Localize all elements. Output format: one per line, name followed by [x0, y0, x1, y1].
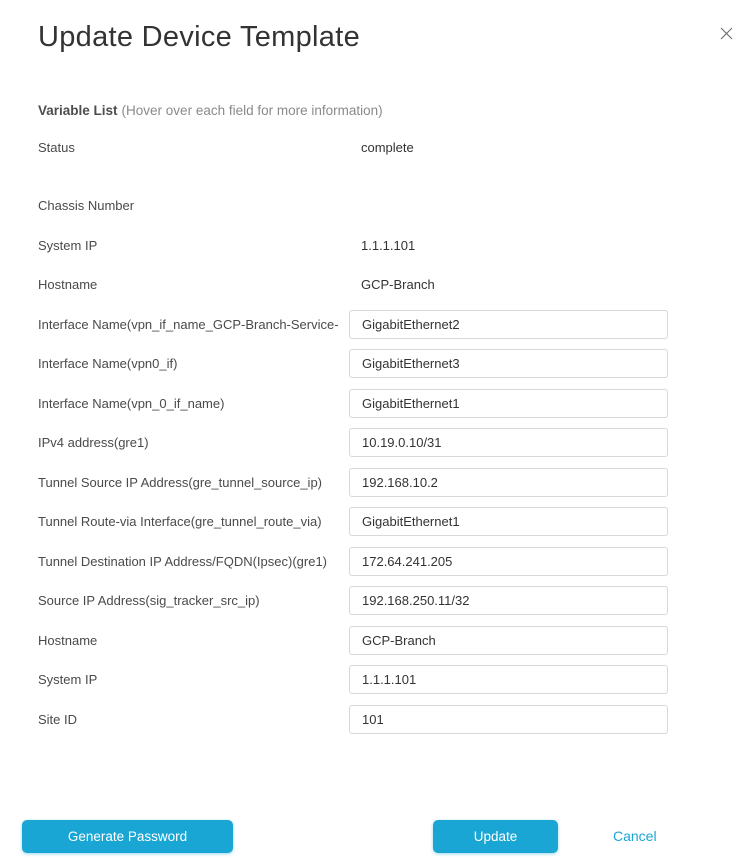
variable-row	[38, 586, 714, 615]
close-icon	[719, 26, 734, 44]
field-label: Hostname	[38, 632, 98, 648]
variable-row	[38, 270, 714, 299]
variable-row	[38, 507, 714, 536]
variable-row	[38, 310, 714, 339]
variable-row	[38, 468, 714, 497]
field-label: Status	[38, 140, 75, 155]
field-label: Interface Name(vpn_0_if_name)	[38, 395, 225, 411]
variable-row	[38, 191, 714, 220]
variable-row	[38, 389, 714, 418]
page-title: Update Device Template	[38, 21, 361, 53]
field-label: System IP	[38, 672, 98, 687]
field-label: IPv4 address(gre1)	[38, 435, 149, 450]
field-input[interactable]	[349, 665, 668, 694]
field-value-cell	[349, 468, 668, 497]
field-label: Chassis Number	[38, 198, 135, 213]
field-label: Hostname	[38, 277, 98, 292]
field-value-cell	[349, 349, 668, 378]
variable-row	[38, 133, 714, 162]
update-button[interactable]: Update	[433, 820, 558, 853]
field-label: Tunnel Route-via Interface(gre_tunnel_route_via)	[38, 514, 322, 529]
field-label: Interface Name(vpn_if_name_GCP-Branch-Service-	[38, 316, 339, 332]
field-value-cell	[349, 665, 668, 694]
modal-footer	[0, 820, 752, 854]
variable-row	[38, 705, 714, 734]
field-value-cell	[349, 277, 668, 292]
field-value-cell	[349, 310, 668, 339]
field-input[interactable]	[349, 705, 668, 734]
cancel-link[interactable]: Cancel	[613, 828, 657, 844]
variable-rows	[38, 133, 714, 734]
field-label: Source IP Address(sig_tracker_src_ip)	[38, 593, 260, 608]
field-input[interactable]	[349, 428, 668, 457]
field-input[interactable]	[349, 468, 668, 497]
variable-row	[38, 665, 714, 694]
field-input[interactable]	[349, 507, 668, 536]
field-value: 1.1.1.101	[361, 237, 416, 253]
field-value-cell	[349, 238, 668, 253]
field-input[interactable]	[349, 586, 668, 615]
field-input[interactable]	[349, 349, 668, 378]
field-input[interactable]	[349, 626, 668, 655]
variable-row	[38, 231, 714, 260]
field-value-cell	[349, 389, 668, 418]
field-value-cell	[349, 507, 668, 536]
variable-row	[38, 349, 714, 378]
variable-row	[38, 547, 714, 576]
variable-list-header	[38, 103, 714, 119]
field-input[interactable]	[349, 310, 668, 339]
variable-list-subtitle: (Hover over each field for more information)	[121, 103, 383, 118]
variable-row	[38, 626, 714, 655]
close-button[interactable]	[716, 25, 736, 45]
field-label: Site ID	[38, 711, 78, 727]
field-label: Tunnel Source IP Address(gre_tunnel_source_ip)	[38, 474, 323, 490]
variable-list-title: Variable List	[38, 103, 118, 118]
field-input[interactable]	[349, 547, 668, 576]
field-label: Tunnel Destination IP Address/FQDN(Ipsec)(gre1)	[38, 553, 328, 569]
update-device-template-modal	[0, 20, 752, 865]
field-value-cell	[349, 428, 668, 457]
field-value-cell	[349, 547, 668, 576]
field-input[interactable]	[349, 389, 668, 418]
field-value-cell	[349, 705, 668, 734]
field-value: GCP-Branch	[361, 277, 435, 292]
field-value-cell	[349, 586, 668, 615]
field-value-cell	[349, 626, 668, 655]
variable-row	[38, 428, 714, 457]
field-value-cell	[349, 140, 668, 155]
field-value: complete	[361, 140, 414, 155]
field-label: System IP	[38, 237, 98, 253]
field-label: Interface Name(vpn0_if)	[38, 356, 178, 371]
generate-password-button[interactable]: Generate Password	[22, 820, 233, 853]
